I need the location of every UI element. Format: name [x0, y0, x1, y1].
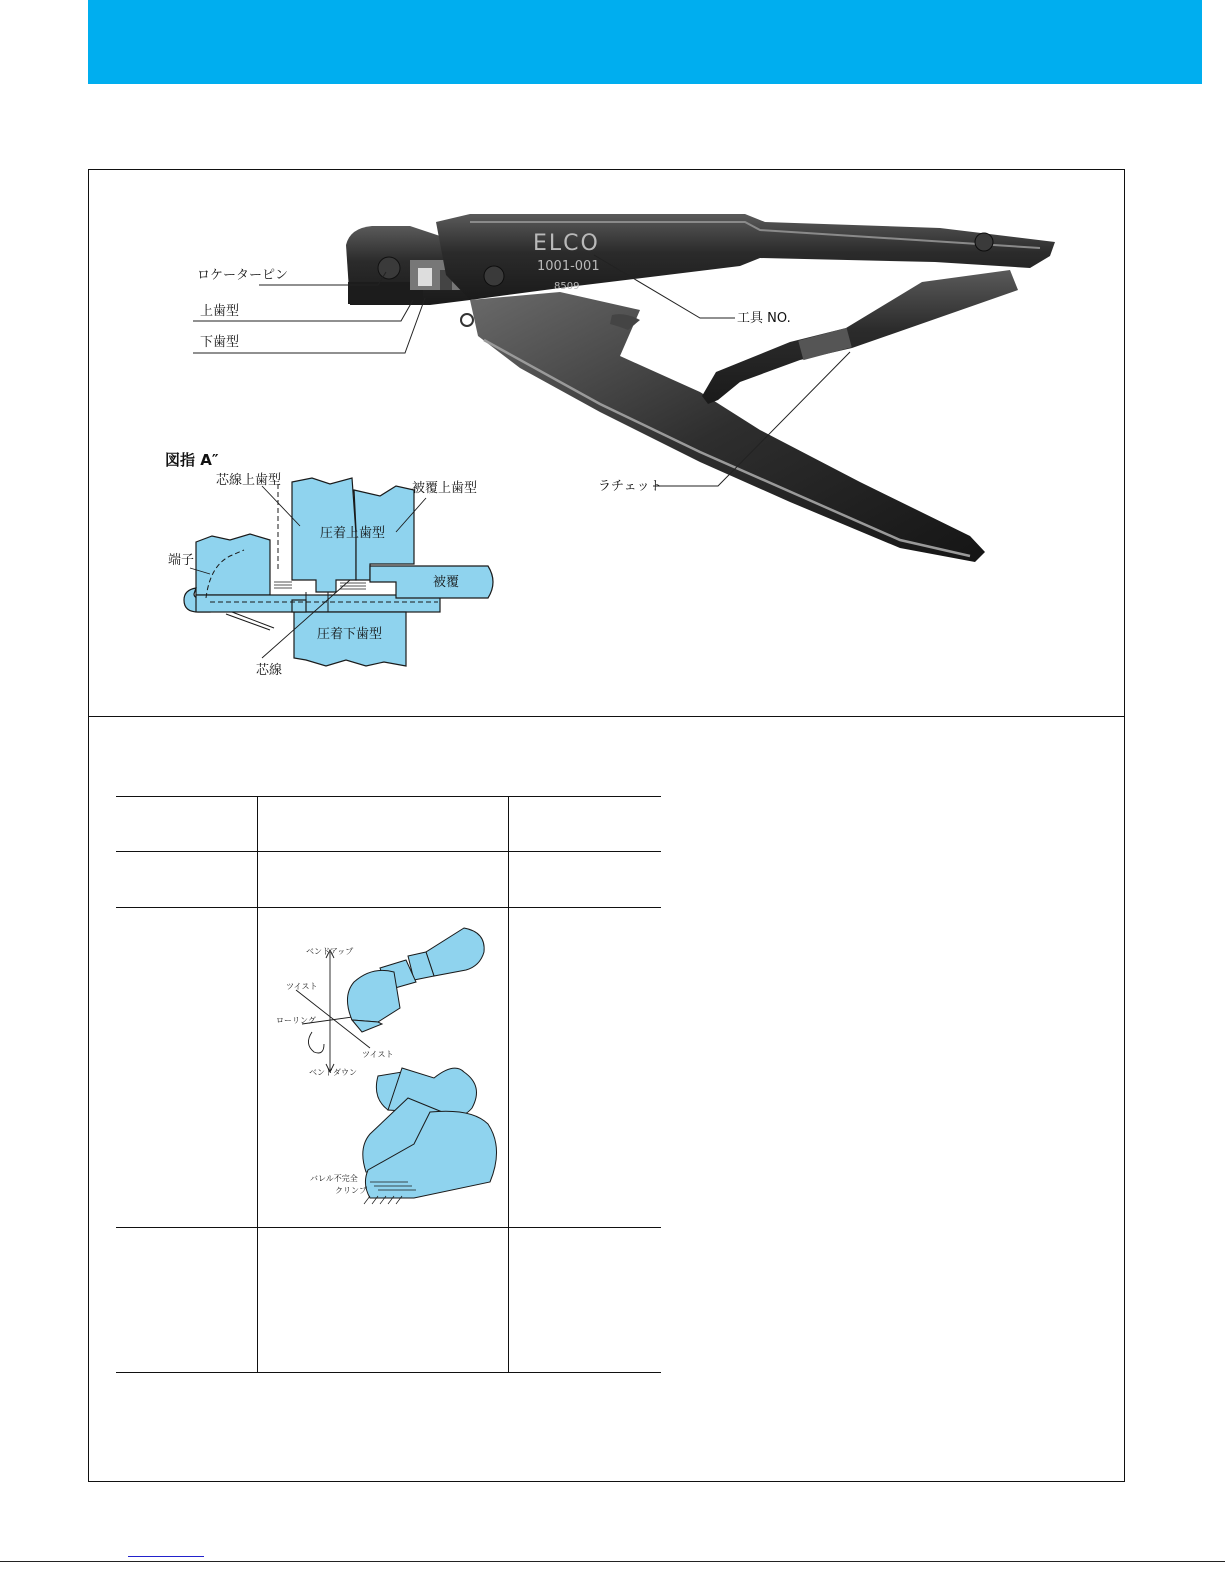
table-header-rule [116, 851, 661, 852]
tool-brand: ELCO [533, 231, 600, 256]
deform-twist-left: ツイスト [286, 982, 318, 991]
fig-a-core-upper-die: 芯線上歯型 [216, 473, 282, 488]
table-row-rule [116, 907, 661, 908]
figure-a-title: 図指 A″ [165, 451, 219, 469]
footer-rule [0, 1561, 1225, 1562]
fig-a-terminal: 端子 [168, 553, 195, 568]
deform-twist-right: ツイスト [362, 1050, 394, 1059]
table-column-rule [508, 796, 509, 1372]
table-top-rule [116, 796, 661, 797]
deform-barrel-incomplete: バレル不完全 [310, 1174, 358, 1183]
fig-a-crimp-lower-die: 圧着下歯型 [317, 627, 383, 642]
terminal-deformation-diagram [258, 912, 508, 1212]
callout-ratchet: ラチェット [598, 479, 663, 494]
crimp-cross-section-diagram [170, 470, 530, 700]
callout-lower-die: 下歯型 [200, 335, 240, 350]
table-bottom-rule [116, 1372, 661, 1373]
section-divider [88, 716, 1125, 717]
callout-tool-no: 工具 NO. [737, 311, 791, 326]
fig-a-insulation-upper-die: 被覆上歯型 [412, 481, 478, 496]
table-row-rule [116, 1227, 661, 1228]
callout-upper-die: 上歯型 [200, 304, 240, 319]
deform-rolling: ローリング [276, 1016, 316, 1025]
deform-crimp: クリンプ [335, 1186, 367, 1195]
callout-locator-pin: ロケーターピン [197, 268, 289, 283]
fig-a-core-wire: 芯線 [256, 663, 283, 678]
tool-model-number: 1001-001 [537, 259, 600, 274]
fig-a-crimp-upper-die: 圧着上歯型 [320, 526, 386, 541]
fig-a-insulation: 被覆 [433, 575, 460, 590]
deform-bend-down: ベンドダウン [309, 1068, 357, 1077]
deform-bend-up: ベンドアップ [306, 947, 354, 956]
footer-link-underline[interactable] [128, 1556, 204, 1557]
tool-date-code: 8509 [554, 281, 580, 292]
